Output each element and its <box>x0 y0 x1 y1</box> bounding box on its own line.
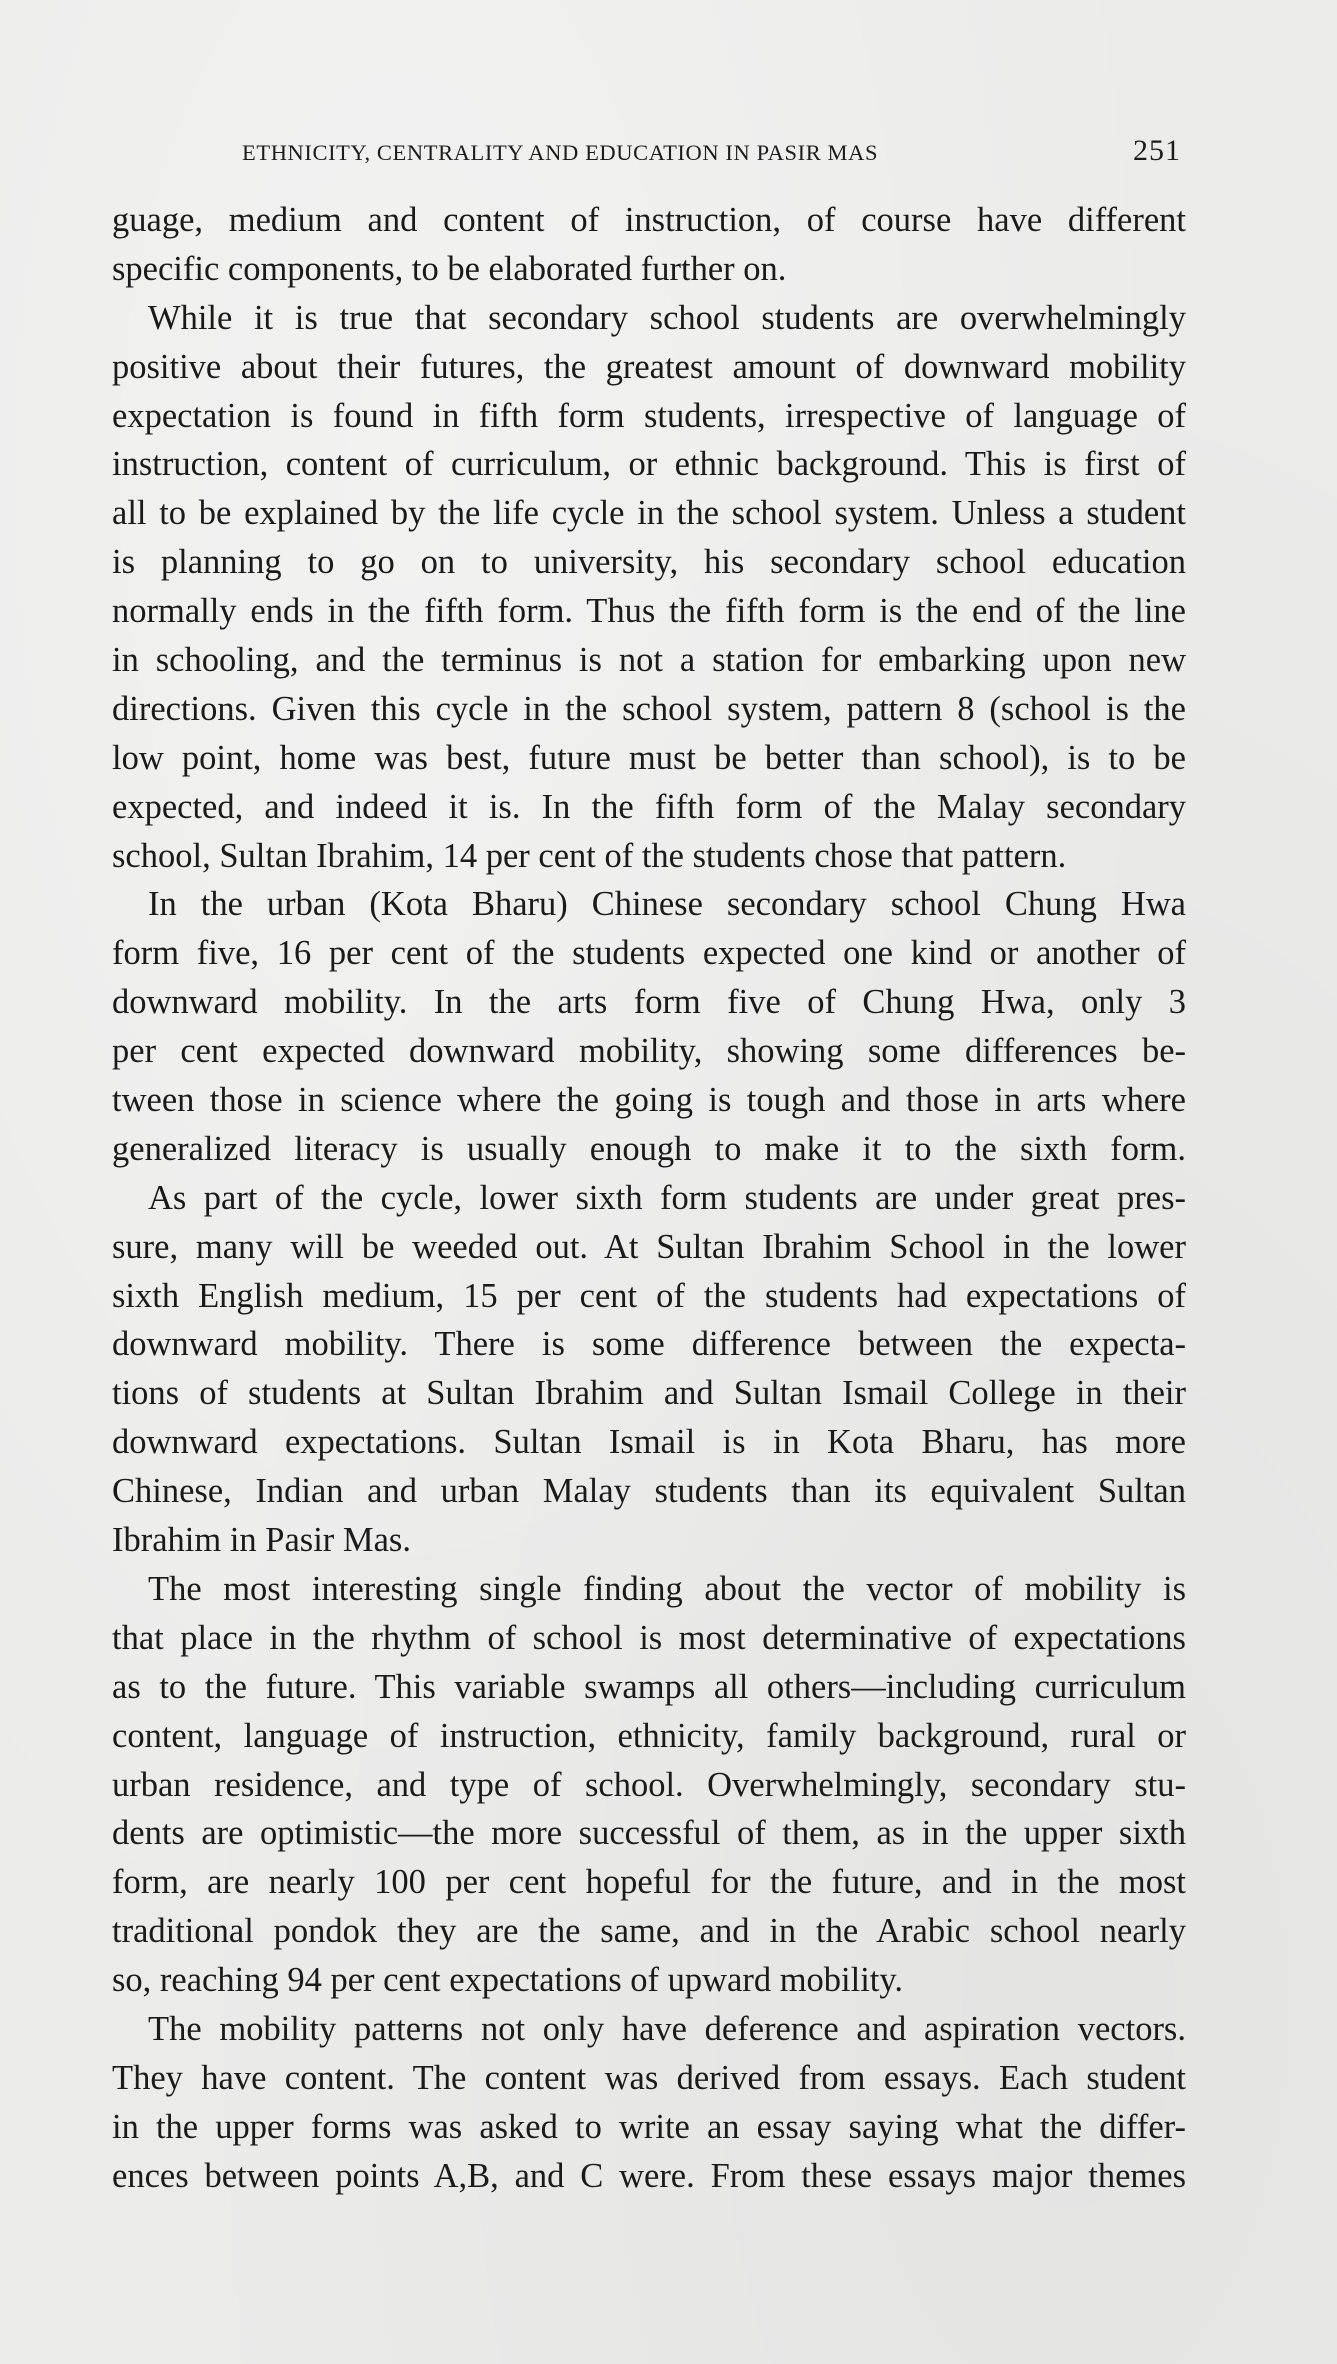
text-line: form, are nearly 100 per cent hopeful for the future, and in the most <box>112 1863 1186 1902</box>
text-line: tween those in science where the going is tough and those in arts where <box>112 1081 1186 1120</box>
paragraph-chung-hwa <box>112 880 1186 1173</box>
text-line: low point, home was best, future must be better than school), is to be <box>112 738 1186 777</box>
text-line: downward expectations. Sultan Ismail is in Kota Bharu, has more <box>112 1423 1186 1462</box>
text-line: guage, medium and content of instruction, of course have different <box>112 201 1186 239</box>
text-line: content, language of instruction, ethnicity, family background, rural or <box>112 1716 1186 1755</box>
text-line: They have content. The content was derived from essays. Each student <box>112 2058 1186 2097</box>
text-line: is planning to go on to university, his secondary school education <box>112 543 1186 582</box>
paragraph-mobility-content <box>112 2005 1186 2201</box>
text-line: positive about their futures, the greatest amount of downward mobility <box>112 347 1186 386</box>
text-line: that place in the rhythm of school is most determinative of expectations <box>112 1618 1186 1657</box>
text-line: Chinese, Indian and urban Malay students than its equivalent Sultan <box>112 1472 1186 1511</box>
text-line: as to the future. This variable swamps all others—including curriculum <box>112 1667 1186 1706</box>
text-line: While it is true that secondary school students are overwhelmingly <box>148 298 1186 337</box>
text-line: specific components, to be elaborated further on. <box>112 249 787 288</box>
paragraph-lower-sixth-form <box>112 1174 1186 1565</box>
text-line: instruction, content of curriculum, or ethnic background. This is first of <box>112 445 1186 484</box>
text-line: In the urban (Kota Bharu) Chinese secondary school Chung Hwa <box>148 885 1186 924</box>
text-line: so, reaching 94 per cent expectations of upward mobility. <box>112 1961 904 2000</box>
text-line: form five, 16 per cent of the students expected one kind or another of <box>112 934 1186 973</box>
text-line: Ibrahim in Pasir Mas. <box>112 1521 411 1560</box>
text-line: in schooling, and the terminus is not a station for embarking upon new <box>112 641 1186 680</box>
text-line: expected, and indeed it is. In the fifth form of the Malay secondary <box>112 787 1186 826</box>
paragraph-continuation <box>112 196 1186 294</box>
text-line: in the upper forms was asked to write an essay saying what the differ- <box>112 2107 1186 2146</box>
body-text <box>112 196 1186 2201</box>
text-line: per cent expected downward mobility, showing some differences be- <box>112 1032 1186 1071</box>
text-line: school, Sultan Ibrahim, 14 per cent of the students chose that pattern. <box>112 836 1067 875</box>
text-line: ences between points A,B, and C were. From these essays major themes <box>112 2156 1186 2195</box>
text-line: As part of the cycle, lower sixth form students are under great pres- <box>148 1178 1186 1217</box>
text-line: traditional pondok they are the same, and in the Arabic school nearly <box>112 1912 1186 1951</box>
text-line: sure, many will be weeded out. At Sultan Ibrahim School in the lower <box>112 1227 1186 1266</box>
text-line: downward mobility. There is some difference between the expecta- <box>112 1325 1186 1364</box>
running-head <box>112 136 1187 176</box>
paragraph-vector-of-mobility <box>112 1565 1186 2005</box>
paragraph-fifth-form-downward-mobility <box>112 294 1186 881</box>
text-line: sixth English medium, 15 per cent of the students had expectations of <box>112 1276 1186 1315</box>
text-line: all to be explained by the life cycle in the school system. Unless a student <box>112 494 1186 533</box>
text-line: expectation is found in fifth form students, irrespective of language of <box>112 396 1186 435</box>
text-line: urban residence, and type of school. Overwhelmingly, secondary stu- <box>112 1765 1186 1804</box>
text-line: tions of students at Sultan Ibrahim and Sultan Ismail College in their <box>112 1374 1186 1413</box>
text-line: generalized literacy is usually enough to make it to the sixth form. <box>112 1129 1186 1168</box>
text-line: downward mobility. In the arts form five of Chung Hwa, only 3 <box>112 983 1186 1022</box>
text-line: directions. Given this cycle in the school system, pattern 8 (school is the <box>112 689 1186 728</box>
page-number: 251 <box>1133 134 1181 167</box>
running-head-title: ETHNICITY, CENTRALITY AND EDUCATION IN PASIR MAS <box>242 140 879 165</box>
text-line: The mobility patterns not only have deference and aspiration vectors. <box>148 2009 1186 2048</box>
text-line: dents are optimistic—the more successful of them, as in the upper sixth <box>112 1814 1186 1853</box>
text-line: normally ends in the fifth form. Thus the fifth form is the end of the line <box>112 592 1186 631</box>
text-line: The most interesting single finding about the vector of mobility is <box>148 1569 1186 1608</box>
